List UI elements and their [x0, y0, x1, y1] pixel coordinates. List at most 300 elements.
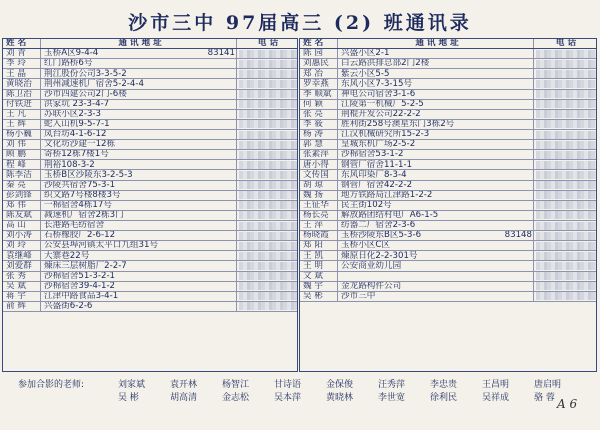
teacher-name: 吴本萍: [274, 393, 302, 403]
row-phone-redacted: [237, 241, 297, 250]
redaction-block: [239, 141, 297, 149]
teacher-label: 参加合影的老师:: [18, 380, 85, 390]
row-address-text: 皇城东机广场2-5-2: [341, 140, 416, 150]
row-name: 李 筱: [300, 120, 338, 129]
table-row: [300, 59, 596, 69]
row-name: 刘小涛: [3, 231, 41, 240]
redaction-block: [239, 120, 297, 128]
row-address: [338, 100, 534, 109]
row-phone-redacted: [237, 120, 297, 129]
row-address-text: 玉桥A区9-4-4: [44, 49, 99, 59]
table-row: [300, 69, 596, 79]
table-row: [3, 241, 297, 251]
row-address: [41, 100, 237, 109]
table-row: [3, 110, 297, 120]
row-name: 何 颖: [300, 100, 338, 109]
row-address: [338, 282, 534, 291]
row-name: 陈卫治: [3, 90, 41, 99]
row-address-text: 兴盛街6-2-6: [44, 301, 93, 311]
row-address-text: 江汉机械研究所15-2-3: [341, 129, 430, 140]
teacher-list: [18, 377, 598, 403]
redaction-block: [536, 211, 596, 219]
row-address-text: 玉桥小区C区: [341, 241, 390, 251]
row-phone-redacted: [534, 120, 596, 129]
row-name: 郑 阳: [300, 241, 338, 250]
redaction-block: [239, 302, 297, 310]
row-name: 刘 青: [3, 49, 41, 58]
row-address: [338, 140, 534, 149]
row-phone-redacted: [237, 201, 297, 210]
row-name: 杨 涛: [300, 130, 338, 139]
table-row: [3, 130, 297, 140]
right-address-table: [299, 38, 597, 372]
redaction-block: [536, 161, 596, 169]
redaction-block: [536, 292, 596, 300]
redaction-block: [239, 242, 297, 250]
header-name: 姓 名: [300, 39, 338, 48]
table-row: [3, 292, 297, 302]
row-name: 张素萍: [300, 150, 338, 159]
row-address-text: 寄桥12栋7楼1号: [44, 150, 109, 160]
header-phone: 电 话: [257, 39, 279, 49]
row-address-text: 玉桥沙陵东B区5-3-6: [341, 231, 422, 241]
table-row: [300, 201, 596, 211]
table-row: [300, 130, 596, 140]
redaction-block: [536, 141, 596, 149]
row-address: [41, 130, 237, 139]
row-name: 郑 伟: [3, 201, 41, 210]
redaction-block: [536, 262, 596, 270]
row-address-text: 苏联小区2-3-3: [44, 109, 101, 119]
row-name: 程 峰: [3, 160, 41, 169]
row-phone-redacted: [237, 181, 297, 190]
row-name: 王 萍: [300, 221, 338, 230]
row-name: 王征华: [300, 201, 338, 210]
row-phone-redacted: [237, 191, 297, 200]
row-address-text: 东风小区7-3-15号: [341, 79, 413, 89]
redaction-block: [239, 50, 297, 58]
row-phone-redacted: [534, 79, 596, 88]
row-phone-redacted: [534, 211, 596, 220]
row-address-text: 沙棉宿舍51-3-2-1: [44, 271, 116, 281]
table-row: [3, 272, 297, 282]
redaction-block: [239, 252, 297, 260]
redaction-block: [239, 80, 297, 88]
redaction-block: [239, 70, 297, 78]
row-address: [338, 241, 534, 250]
row-name: 胡 琼: [300, 181, 338, 190]
row-address: [338, 110, 534, 119]
row-name: 张 亮: [300, 110, 338, 119]
redaction-block: [239, 272, 297, 280]
row-address-text: 文化坊沙建一12栋: [44, 140, 116, 150]
row-phone-redacted: [534, 251, 596, 260]
redaction-block: [536, 282, 596, 290]
table-header: [3, 39, 297, 49]
row-address: [338, 130, 534, 139]
table-row: [300, 272, 596, 282]
row-address: [41, 160, 237, 169]
row-address: [41, 221, 237, 230]
row-address-text: 减速机厂宿舍2栋3门: [44, 210, 124, 220]
row-name: 王 凡: [3, 110, 41, 119]
redaction-block: [239, 161, 297, 169]
row-phone-redacted: [237, 160, 297, 169]
redaction-block: [239, 201, 297, 209]
table-row: [3, 251, 297, 261]
redaction-block: [239, 100, 297, 108]
table-row: [3, 181, 297, 191]
row-address-text: 钢管厂宿舍11-1-1: [341, 160, 413, 170]
table-row: [300, 49, 596, 59]
table-row: [300, 292, 596, 302]
row-phone-redacted: [237, 282, 297, 291]
row-phone-redacted: [237, 100, 297, 109]
row-phone-redacted: [534, 181, 596, 190]
row-phone-redacted: [237, 49, 297, 58]
redaction-block: [536, 181, 596, 189]
row-address: [41, 282, 237, 291]
redaction-block: [536, 151, 596, 159]
table-row: [3, 150, 297, 160]
row-address-text: 荆裕108-3-2: [44, 160, 95, 170]
row-address: [338, 261, 534, 270]
row-address-text: 公安县埠河镇太平口九组31号: [44, 241, 159, 251]
row-address: [338, 181, 534, 190]
row-address: [338, 251, 534, 260]
row-phone-redacted: [237, 251, 297, 260]
table-row: [3, 120, 297, 130]
row-address-text: 石桥橡胶厂2-6-12: [44, 231, 116, 241]
table-row: [3, 69, 297, 79]
redaction-block: [239, 232, 297, 240]
table-row: [300, 282, 596, 292]
row-address: [338, 231, 534, 240]
table-row: [300, 251, 596, 261]
left-address-table: [2, 38, 298, 372]
teacher-name: 李忠贵: [430, 380, 458, 390]
row-phone-redacted: [534, 49, 596, 58]
row-address-text: 煉床三层树脂厂2-2-7: [44, 261, 127, 271]
redaction-block: [239, 292, 297, 300]
row-phone-redacted: [237, 302, 297, 311]
teacher-line-2: [18, 390, 598, 403]
table-row: [3, 170, 297, 180]
row-name: 袁继峰: [3, 251, 41, 260]
header-address: 通 讯 地 址: [41, 39, 237, 48]
redaction-block: [536, 272, 596, 280]
table-row: [3, 59, 297, 69]
row-address: [41, 261, 237, 270]
row-address-text: 江陵第一机械厂5-2-5: [341, 99, 424, 109]
redaction-block: [239, 90, 297, 98]
row-name: 李 玲: [3, 59, 41, 68]
row-name: 陈友斌: [3, 211, 41, 220]
redaction-block: [239, 282, 297, 290]
row-address: [41, 292, 237, 301]
row-name: 张 秀: [3, 272, 41, 281]
redaction-block: [239, 262, 297, 270]
row-name: 蒋 宇: [3, 292, 41, 301]
row-name: 季 顺斌: [300, 90, 338, 99]
row-name: 俞 辉: [3, 302, 41, 311]
teacher-name: 黄晓林: [326, 393, 354, 403]
row-name: 王 晶: [3, 69, 41, 78]
table-row: [3, 79, 297, 89]
redaction-block: [239, 151, 297, 159]
row-address-text: 金龙路构件公司: [341, 281, 402, 291]
teacher-name: 李世宽: [378, 393, 406, 403]
row-name: 杨晓霞: [300, 231, 338, 240]
row-address: [338, 292, 534, 301]
row-name: 郭 慧: [300, 140, 338, 149]
row-name: 魏 宇: [300, 282, 338, 291]
row-phone-redacted: [237, 130, 297, 139]
row-address: [41, 59, 237, 68]
redaction-block: [239, 191, 297, 199]
row-phone-redacted: [237, 170, 297, 179]
teacher-name: 金志松: [222, 393, 250, 403]
teacher-name: 吴 彬: [118, 393, 139, 403]
row-address: [338, 69, 534, 78]
row-address-text: 兴盛小区2-1: [341, 49, 390, 59]
row-name: 刘惠民: [300, 59, 338, 68]
row-phone-redacted: [237, 69, 297, 78]
row-address-text: 白云路洪排总部2门2楼: [341, 59, 430, 69]
row-phone-redacted: [534, 261, 596, 270]
table-row: [3, 231, 297, 241]
row-address-text: 沙棉宿舍53-1-2: [341, 150, 404, 160]
table-row: [300, 79, 596, 89]
row-phone-redacted: [237, 221, 297, 230]
row-phone-redacted: [237, 211, 297, 220]
row-address: [41, 90, 237, 99]
row-address-extra: 83148: [504, 231, 532, 241]
row-phone-redacted: [534, 130, 596, 139]
row-name: 陈李洁: [3, 170, 41, 179]
row-address: [338, 79, 534, 88]
row-address-text: 荆州减速机厂宿舍5-2-4-4: [44, 79, 144, 89]
teacher-name: 甘诗语: [274, 380, 302, 390]
row-address: [41, 150, 237, 159]
header-name: 姓 名: [3, 39, 41, 48]
header-address: 通 讯 地 址: [338, 39, 534, 48]
row-phone-redacted: [534, 160, 596, 169]
row-address: [338, 272, 534, 281]
redaction-block: [536, 80, 596, 88]
redaction-block: [536, 110, 596, 118]
teacher-name: 杨智江: [222, 380, 250, 390]
row-phone-redacted: [237, 150, 297, 159]
table-row: [300, 90, 596, 100]
row-address: [338, 201, 534, 210]
table-row: [300, 170, 596, 180]
row-phone-redacted: [534, 241, 596, 250]
redaction-block: [239, 110, 297, 118]
table-header: [300, 39, 596, 49]
redaction-block: [536, 252, 596, 260]
row-address: [338, 221, 534, 230]
row-address-text: 荆江股份公司3-3-5-2: [44, 69, 127, 79]
row-address-text: 荆棍开发公司22-2-2: [341, 109, 421, 119]
row-address: [338, 211, 534, 220]
row-phone-redacted: [237, 59, 297, 68]
row-address-text: 沙陵共宿舍75-3-1: [44, 180, 116, 190]
row-address: [41, 251, 237, 260]
row-address: [338, 150, 534, 159]
table-row: [3, 49, 297, 59]
row-phone-redacted: [237, 140, 297, 149]
row-phone-redacted: [534, 201, 596, 210]
row-name: 郑 冶: [300, 69, 338, 78]
redaction-block: [536, 60, 596, 68]
row-address-text: 洪家坑 23-3-4-7: [44, 99, 110, 109]
row-address-text: 江津中路食品3-4-1: [44, 291, 119, 301]
row-phone-redacted: [534, 170, 596, 179]
row-address: [41, 110, 237, 119]
table-row: [300, 231, 596, 241]
row-phone-redacted: [534, 90, 596, 99]
row-address: [41, 120, 237, 129]
row-address: [338, 170, 534, 179]
row-phone-redacted: [534, 150, 596, 159]
row-name: 顾 鹏: [3, 150, 41, 159]
table-row: [300, 181, 596, 191]
row-phone-redacted: [534, 191, 596, 200]
row-phone-redacted: [534, 100, 596, 109]
table-row: [300, 211, 596, 221]
row-name: 吴 斌: [3, 282, 41, 291]
table-row: [3, 191, 297, 201]
row-address-text: 沙市三中: [341, 291, 376, 301]
row-phone-redacted: [237, 292, 297, 301]
row-address: [41, 302, 237, 311]
row-address: [41, 140, 237, 149]
row-phone-redacted: [534, 69, 596, 78]
row-address-text: 织文路7号楼8楼3号: [44, 190, 121, 200]
table-row: [300, 100, 596, 110]
row-address: [338, 90, 534, 99]
redaction-block: [536, 191, 596, 199]
row-address: [41, 272, 237, 281]
teacher-line-1: [18, 377, 598, 390]
row-phone-redacted: [237, 90, 297, 99]
redaction-block: [239, 60, 297, 68]
row-address: [338, 160, 534, 169]
row-address-text: 沙市四建公司2门-6楼: [44, 89, 127, 99]
row-name: 罗幸燕: [300, 79, 338, 88]
row-address-text: 纺器二厂宿舍2-3-6: [341, 220, 416, 231]
row-address-text: 地方铁路局江津路1-2-2: [341, 190, 433, 200]
row-address-extra: 83141: [207, 49, 235, 59]
teacher-name: 唐启明: [534, 380, 562, 390]
table-row: [300, 140, 596, 150]
row-name: 高 山: [3, 221, 41, 230]
row-address-text: 神电公司宿舍3-1-6: [341, 89, 416, 99]
row-address-text: 沙棉宿舍39-4-1-2: [44, 281, 116, 291]
table-row: [3, 261, 297, 271]
table-row: [300, 261, 596, 271]
row-address-text: 民主街102号: [341, 200, 392, 210]
redaction-block: [239, 211, 297, 219]
row-address: [41, 49, 237, 58]
row-name: 魏 扬: [300, 191, 338, 200]
row-address-text: 胜利街258号澳星东门3栋2号: [341, 119, 455, 129]
row-address-text: 东风印染厂8-3-4: [341, 170, 407, 180]
row-address-text: 大寨巷22号: [44, 251, 90, 261]
redaction-block: [239, 222, 297, 230]
row-address: [338, 49, 534, 58]
table-row: [3, 282, 297, 292]
row-phone-redacted: [534, 231, 596, 240]
teacher-name: 袁开林: [170, 380, 198, 390]
table-row: [300, 150, 596, 160]
redaction-block: [536, 201, 596, 209]
row-phone-redacted: [534, 282, 596, 291]
row-address-text: 解放路团结村电厂A6-1-5: [341, 210, 439, 220]
teacher-name: 汪秀萍: [378, 380, 406, 390]
row-name: 刘 玲: [3, 241, 41, 250]
row-address: [41, 201, 237, 210]
row-address-text: 公安商业幼儿园: [341, 261, 402, 271]
row-address-text: 红门路桥6号: [44, 59, 93, 69]
row-name: 刘 伟: [3, 140, 41, 149]
row-address-text: 长港路毛纺宿舍: [44, 220, 105, 231]
redaction-block: [536, 232, 596, 240]
table-row: [300, 221, 596, 231]
row-name: 唐小得: [300, 160, 338, 169]
row-name: 付铁进: [3, 100, 41, 109]
row-name: 文传国: [300, 170, 338, 179]
row-address: [41, 211, 237, 220]
teacher-name: 吴祥成: [482, 393, 510, 403]
table-row: [300, 241, 596, 251]
teacher-name: 金保俊: [326, 380, 354, 390]
row-name: 吴 彬: [300, 292, 338, 301]
table-row: [3, 302, 297, 312]
row-phone-redacted: [534, 140, 596, 149]
redaction-block: [536, 131, 596, 139]
row-phone-redacted: [237, 261, 297, 270]
row-address: [41, 241, 237, 250]
redaction-block: [536, 120, 596, 128]
table-row: [3, 211, 297, 221]
table-row: [3, 201, 297, 211]
row-phone-redacted: [534, 110, 596, 119]
row-address: [41, 231, 237, 240]
redaction-block: [536, 242, 596, 250]
redaction-block: [239, 171, 297, 179]
row-address: [338, 59, 534, 68]
teacher-name: 王昌明: [482, 380, 510, 390]
row-address: [41, 170, 237, 179]
row-address-text: 煉原日化2-2-301号: [341, 251, 418, 261]
redaction-block: [536, 90, 596, 98]
row-phone-redacted: [237, 110, 297, 119]
row-address-text: 凤台坊4-1-6-12: [44, 129, 107, 140]
table-row: [3, 140, 297, 150]
row-name: 黄晓治: [3, 79, 41, 88]
row-address-text: 紫云小区5-5: [341, 69, 390, 79]
teacher-name: 徐利民: [430, 393, 458, 403]
row-phone-redacted: [237, 231, 297, 240]
row-address: [338, 120, 534, 129]
redaction-block: [536, 100, 596, 108]
row-name: 彭剑锋: [3, 191, 41, 200]
row-address-text: 钢管厂宿舍42-2-2: [341, 180, 413, 190]
row-name: 文 斌: [300, 272, 338, 281]
teacher-name: 刘家斌: [118, 380, 146, 390]
